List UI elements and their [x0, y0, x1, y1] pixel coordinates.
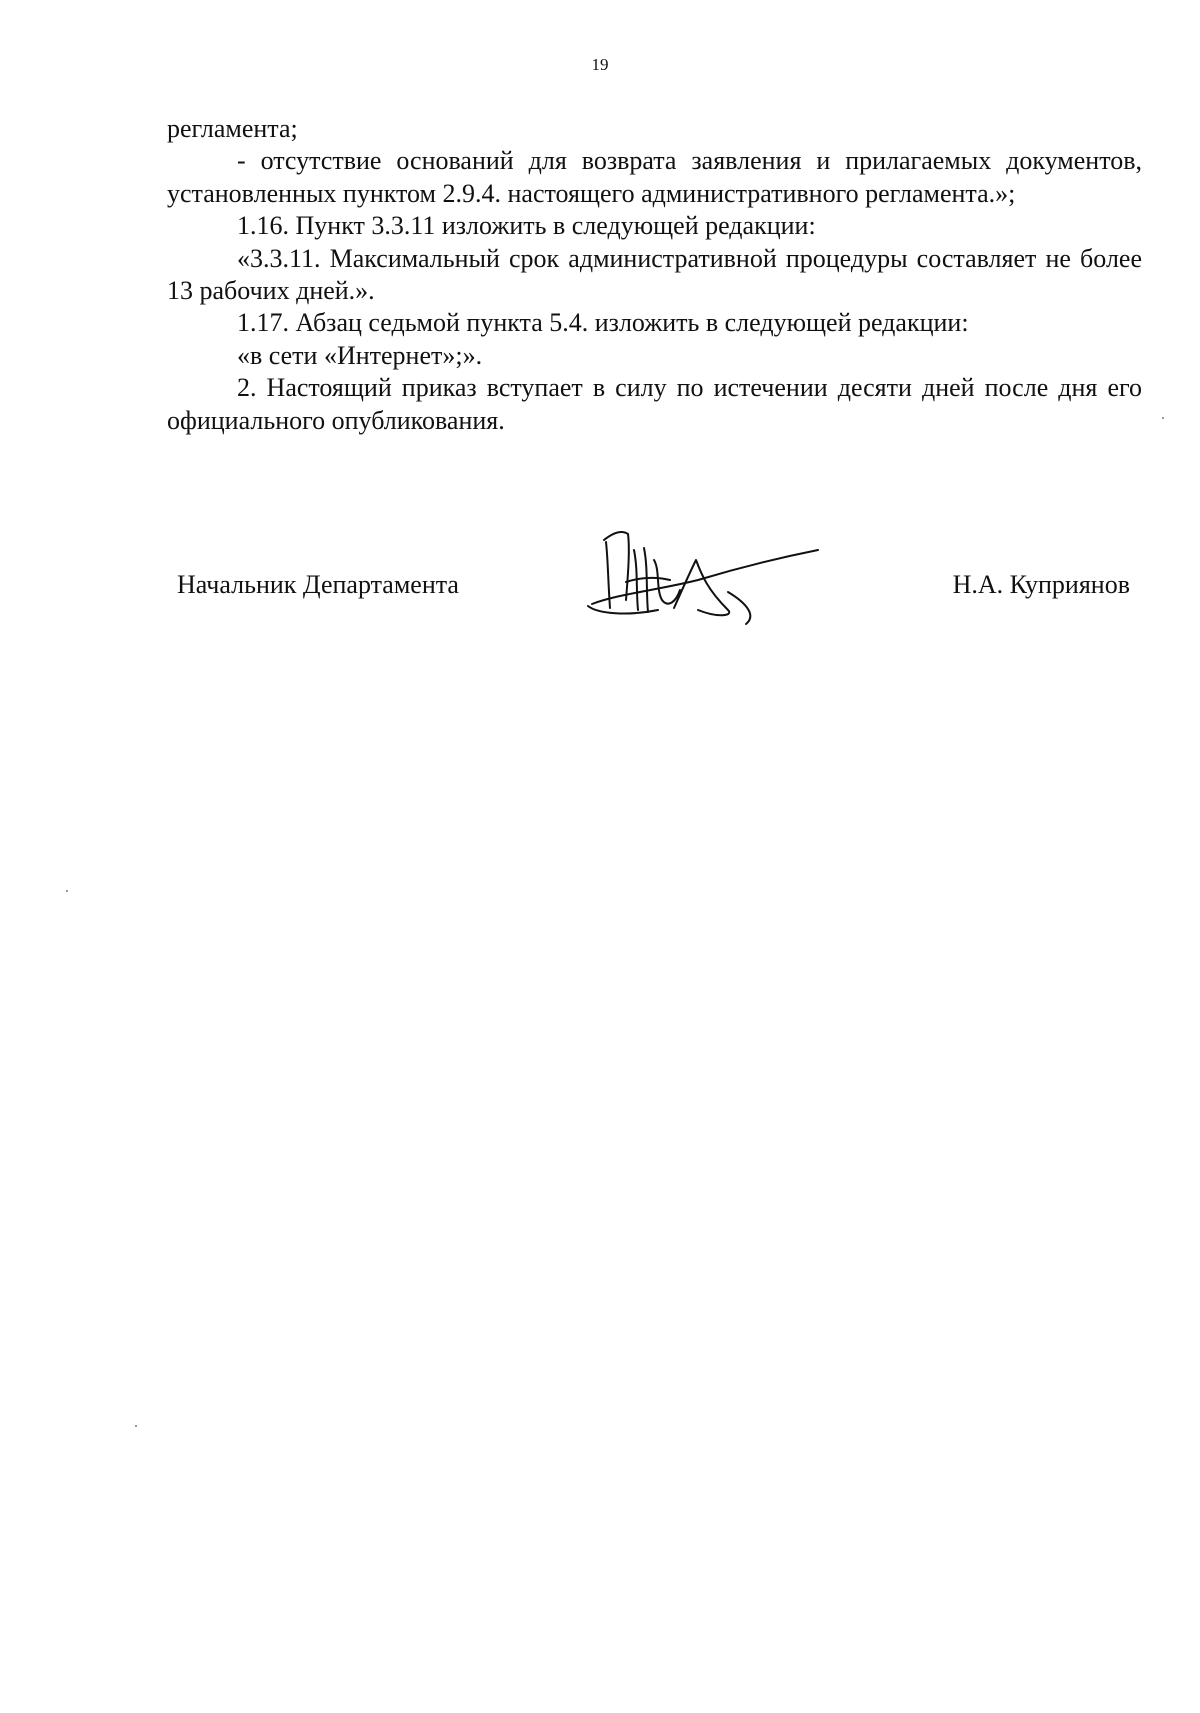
page-number: 19 [591, 55, 609, 74]
paragraph-list-item: - отсутствие оснований для возврата заявления и прилагаемых документов, установленных пунктом 2.9.4. настоящего административного регламента.»; [167, 146, 1142, 208]
signer-title: Начальник Департамента [177, 570, 459, 599]
scan-speck [135, 1425, 137, 1427]
signer-name: Н.А. Куприянов [952, 570, 1130, 599]
paragraph-item-2: 2. Настоящий приказ вступает в силу по истечении десяти дней после дня его официального опубликования. [167, 373, 1142, 435]
paragraph-quote-3-3-11: «3.3.11. Максимальный срок административной процедуры составляет не более 13 рабочих дней.». [167, 243, 1142, 306]
paragraph-continuation: регламента; [167, 114, 298, 143]
document-body [167, 113, 1142, 437]
handwritten-signature-icon [578, 520, 828, 630]
scan-speck [66, 890, 68, 892]
paragraph-item-1-17: 1.17. Абзац седьмой пункта 5.4. изложить в следующей редакции: [237, 308, 969, 338]
paragraph-item-1-16: 1.16. Пункт 3.3.11 изложить в следующей редакции: [237, 211, 816, 241]
scan-speck [1162, 417, 1164, 419]
paragraph-quote-internet: «в сети «Интернет»;». [237, 340, 483, 370]
